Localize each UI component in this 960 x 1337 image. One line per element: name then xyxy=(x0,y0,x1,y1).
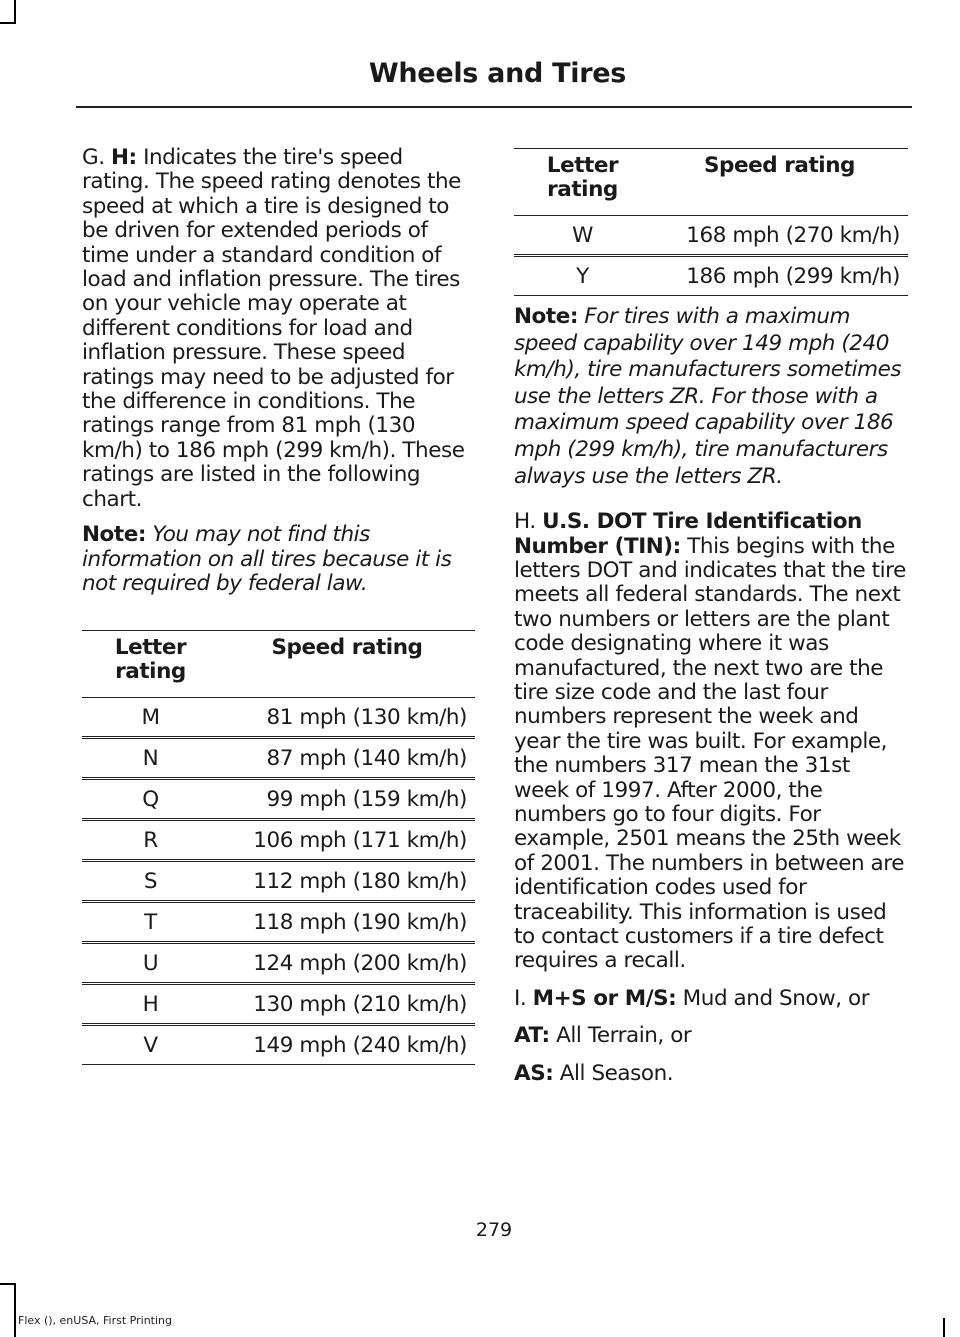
page-title: Wheels and Tires xyxy=(368,58,626,89)
note-label: Note: xyxy=(514,304,578,329)
item-prefix: I. xyxy=(514,985,533,1011)
speed-cell: 106 mph (171 km/h) xyxy=(219,821,475,860)
paragraph-i xyxy=(514,987,908,1011)
note-text: You may not find this information on all tires because it is not required by federal law. xyxy=(82,522,452,596)
letter-cell: M xyxy=(82,698,219,737)
letter-cell: W xyxy=(514,216,651,255)
table-row xyxy=(82,1026,475,1065)
letter-cell: S xyxy=(82,862,219,901)
speed-cell: 168 mph (270 km/h) xyxy=(651,216,908,255)
item-label: H: xyxy=(110,145,137,170)
note-federal-law xyxy=(82,523,475,596)
crop-mark-bottom-left-h xyxy=(0,1283,16,1285)
speed-rating-table-continued xyxy=(514,148,908,296)
paragraph-as xyxy=(514,1062,908,1086)
table-row xyxy=(514,257,908,296)
header-letter-rating: Letter rating xyxy=(514,149,651,216)
item-prefix: G. xyxy=(82,145,111,170)
footer-print-info: Flex (), enUSA, First Printing xyxy=(18,1314,172,1327)
header-letter-rating: Letter rating xyxy=(82,631,219,698)
table-body xyxy=(514,216,908,296)
speed-cell: 99 mph (159 km/h) xyxy=(219,780,475,819)
crop-mark-bottom-left-v xyxy=(14,1283,16,1337)
crop-mark-bottom-right-v xyxy=(943,1318,945,1337)
speed-cell: 87 mph (140 km/h) xyxy=(219,739,475,778)
right-column xyxy=(514,148,908,1086)
item-label: M+S or M/S: xyxy=(532,985,677,1011)
note-text: For tires with a maximum speed capability over 149 mph (240 km/h), tire manufacturers sometimes use the letters ZR. For those with a maximum speed capability over 186 mph (299 km/h), tire manufacturers always use the letters ZR. xyxy=(514,304,902,489)
left-column xyxy=(82,146,475,1065)
header-speed-rating: Speed rating xyxy=(651,149,908,216)
table-header-row xyxy=(514,149,908,216)
table-body xyxy=(82,698,475,1065)
item-text: This begins with the letters DOT and indicates that the tire meets all federal standards. The next two numbers or letters are the plant code designating where it was manufactured, the next two are the tire size code and the last four numbers represent the week and year the tire was built. For example, the numbers 317 mean the 31st week of 1997. After 2000, the numbers go to four digits. For example, 2501 means the 25th week of 2001. The numbers in between are identification codes used for traceability. This information is used to contact customers if a tire defect requires a recall. xyxy=(514,533,906,974)
table-row xyxy=(82,862,475,901)
speed-cell: 118 mph (190 km/h) xyxy=(219,903,475,942)
table-row xyxy=(82,944,475,983)
page-number: 279 xyxy=(475,1219,513,1241)
item-label: AS: xyxy=(514,1060,554,1086)
table-row xyxy=(82,698,475,737)
header-speed-rating: Speed rating xyxy=(219,631,475,698)
note-zr-letters xyxy=(514,304,908,490)
table-row xyxy=(82,903,475,942)
letter-cell: N xyxy=(82,739,219,778)
table-row xyxy=(514,216,908,255)
crop-mark-top-left-v xyxy=(14,0,16,24)
table-row xyxy=(82,821,475,860)
speed-cell: 124 mph (200 km/h) xyxy=(219,944,475,983)
paragraph-g xyxy=(82,146,475,512)
item-prefix: H. xyxy=(514,509,543,535)
item-text: Indicates the tire's speed rating. The speed rating denotes the speed at which a tire is designed to be driven for extended periods of time under a standard condition of load and inflation pressure. The tires on your vehicle may operate at different conditions for load and inflation pressure. These speed ratings may need to be adjusted for the difference in conditions. The ratings range from 81 mph (130 km/h) to 186 mph (299 km/h). These ratings are listed in the following chart. xyxy=(82,145,465,512)
table-header-row xyxy=(82,631,475,698)
letter-cell: V xyxy=(82,1026,219,1065)
letter-cell: U xyxy=(82,944,219,983)
table-row xyxy=(82,739,475,778)
table-row xyxy=(82,780,475,819)
letter-cell: R xyxy=(82,821,219,860)
letter-cell: Q xyxy=(82,780,219,819)
note-label: Note: xyxy=(82,522,146,548)
paragraph-at xyxy=(514,1024,908,1048)
speed-cell: 186 mph (299 km/h) xyxy=(651,257,908,296)
item-text: All Season. xyxy=(553,1060,674,1086)
speed-cell: 130 mph (210 km/h) xyxy=(219,985,475,1024)
item-label: U.S. DOT Tire Identification Number (TIN): xyxy=(514,509,862,559)
letter-cell: Y xyxy=(514,257,651,296)
crop-mark-top-left-h xyxy=(0,22,16,24)
speed-cell: 81 mph (130 km/h) xyxy=(219,698,475,737)
item-label: AT: xyxy=(514,1023,550,1049)
letter-cell: H xyxy=(82,985,219,1024)
header-rule xyxy=(76,106,912,108)
speed-cell: 149 mph (240 km/h) xyxy=(219,1026,475,1065)
letter-cell: T xyxy=(82,903,219,942)
paragraph-h xyxy=(514,510,908,974)
table-row xyxy=(82,985,475,1024)
speed-cell: 112 mph (180 km/h) xyxy=(219,862,475,901)
speed-rating-table xyxy=(82,630,475,1065)
item-text: Mud and Snow, or xyxy=(676,985,870,1011)
item-text: All Terrain, or xyxy=(549,1023,692,1049)
